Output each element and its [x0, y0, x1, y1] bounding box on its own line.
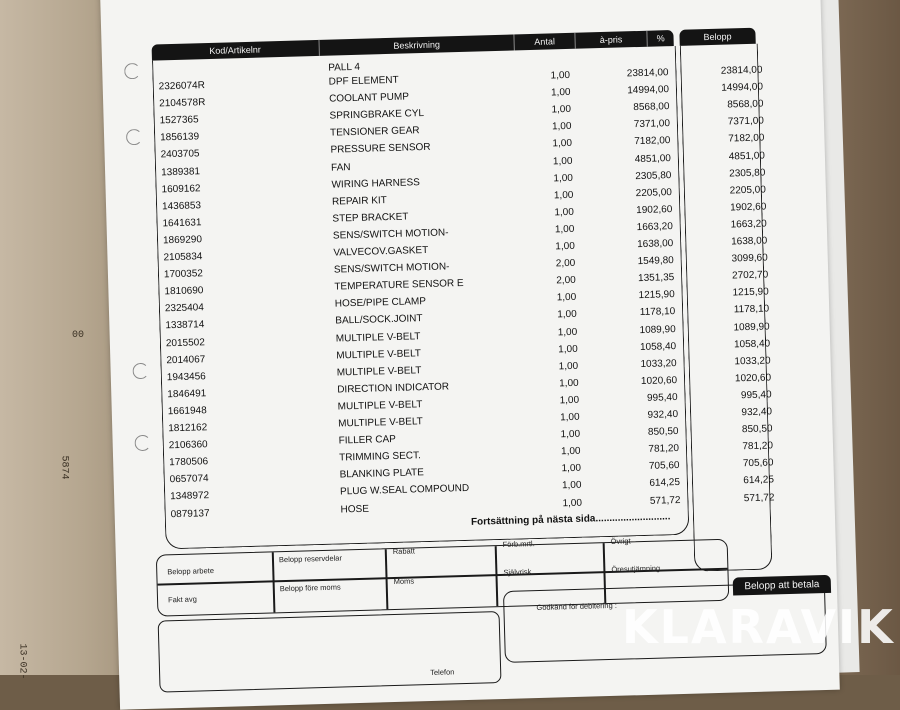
item-code: 2014067: [166, 353, 206, 366]
item-quantity: 1,00: [555, 240, 575, 253]
item-unit-price: 1033,20: [640, 357, 677, 370]
item-unit-price: 1638,00: [637, 238, 674, 251]
item-amount: 1638,00: [730, 235, 768, 248]
item-amount: 705,60: [742, 457, 774, 470]
item-code: 1869290: [162, 234, 203, 247]
watermark-logo: KLARAVIK: [622, 600, 895, 654]
item-description: STEP BRACKET: [332, 211, 409, 225]
item-unit-price: 8568,00: [633, 101, 670, 114]
item-unit-price: 1351,35: [637, 272, 675, 285]
item-amount: 2205,00: [729, 184, 766, 197]
item-description: COOLANT PUMP: [328, 91, 410, 105]
item-code: 1943456: [166, 370, 206, 383]
item-unit-price: 850,50: [647, 426, 679, 438]
item-quantity: 1,00: [550, 69, 571, 82]
item-amount: 1178,10: [733, 303, 770, 316]
item-description: VALVECOV.GASKET: [333, 244, 429, 259]
item-quantity: 1,00: [551, 121, 572, 133]
item-unit-price: 2305,80: [635, 169, 672, 182]
item-description: TRIMMING SECT.: [339, 450, 421, 464]
item-quantity: 1,00: [557, 326, 578, 338]
item-amount: 8568,00: [727, 98, 764, 111]
item-description: FAN: [330, 161, 351, 174]
item-description: BLANKING PLATE: [339, 467, 425, 481]
item-amount: 7182,00: [728, 132, 765, 145]
label-godkand: Godkänd för debitering :: [536, 600, 617, 613]
box-text-a: 00: [72, 330, 85, 341]
label-rabatt: Rabatt: [392, 546, 416, 557]
item-unit-price: 14994,00: [627, 84, 670, 97]
item-code: 1856139: [160, 131, 200, 144]
item-description: SENS/SWITCH MOTION-: [332, 227, 449, 242]
item-code: 2106360: [168, 439, 208, 452]
item-unit-price: 1902,60: [636, 203, 673, 216]
item-code: 1436853: [161, 199, 202, 213]
label-fakt-avg: Fakt avg: [167, 594, 197, 605]
label-forb-mtrl: Förb.mrtl.: [502, 539, 535, 549]
item-amount: 1663,20: [730, 218, 767, 231]
label-telefon: Telefon: [430, 667, 455, 678]
item-description: MULTIPLE V-BELT: [336, 347, 422, 362]
item-quantity: 1,00: [556, 292, 577, 304]
item-description: DIRECTION INDICATOR: [337, 381, 450, 396]
item-code: 1812162: [168, 422, 208, 435]
item-amount: 1033,20: [734, 355, 771, 368]
item-code: 1810690: [164, 285, 204, 298]
item-unit-price: 2205,00: [635, 186, 673, 199]
continuation-note: Fortsättning på nästa sida...........................: [470, 511, 671, 528]
item-description: SPRINGBRAKE CYL: [329, 108, 425, 122]
item-description: MULTIPLE V-BELT: [336, 364, 422, 379]
item-quantity: 1,00: [562, 497, 583, 509]
col-kod: Kod/Artikelnr: [152, 40, 320, 61]
item-unit-price: 1020,60: [640, 374, 678, 387]
item-quantity: 1,00: [552, 155, 573, 167]
col-beskrivning: Beskrivning: [319, 34, 515, 55]
item-amount: 614,25: [743, 474, 775, 487]
item-quantity: 1,00: [553, 172, 574, 185]
item-unit-price: 4851,00: [634, 152, 672, 165]
item-description: DPF ELEMENT: [328, 74, 399, 88]
totals-vline-3: [495, 546, 498, 606]
item-code: 1780506: [169, 456, 209, 469]
item-description: MULTIPLE V-BELT: [335, 330, 421, 345]
item-code: 2326074R: [158, 80, 206, 93]
label-oresutjamning: Öresutjämning: [611, 563, 661, 574]
item-unit-price: 614,25: [649, 477, 681, 490]
item-quantity: 2,00: [556, 275, 576, 287]
belopp-att-betala: Belopp att betala: [733, 575, 831, 596]
item-quantity: 1,00: [561, 463, 582, 475]
item-code: 1846491: [167, 387, 207, 401]
item-amount: 2702,70: [731, 269, 769, 282]
label-belopp-reservdelar: Belopp reservdelar: [278, 553, 343, 565]
col-belopp: Belopp: [679, 28, 755, 46]
item-amount: 23814,00: [720, 64, 763, 77]
item-unit-price: 995,40: [646, 391, 678, 404]
item-code: 1661948: [167, 405, 207, 418]
item-quantity: 1,00: [554, 206, 575, 219]
col-pct: %: [656, 33, 665, 44]
item-amount: 1020,60: [734, 372, 772, 385]
item-unit-price: 1178,10: [639, 306, 676, 319]
item-quantity: 1,00: [553, 189, 574, 202]
label-belopp-arbete: Belopp arbete: [167, 566, 215, 577]
item-amount: 1089,90: [733, 320, 770, 333]
item-amount: 781,20: [742, 440, 774, 453]
item-quantity: 1,00: [558, 343, 578, 355]
item-description: PRESSURE SENSOR: [330, 142, 431, 157]
item-description: FILLER CAP: [338, 434, 397, 447]
item-quantity: 1,00: [551, 104, 572, 116]
item-unit-price: 1215,90: [638, 289, 675, 302]
col-apris: à-pris: [575, 31, 648, 49]
item-description: MULTIPLE V-BELT: [338, 416, 423, 430]
item-unit-price: 571,72: [649, 494, 681, 507]
item-amount: 2305,80: [729, 167, 766, 180]
label-sjalvrisk: Självrisk: [503, 567, 532, 577]
item-unit-price: 932,40: [647, 409, 679, 421]
label-ovrigt: Övrigt: [610, 536, 631, 546]
item-code: 2104578R: [159, 97, 206, 110]
signature-box-left: [158, 611, 502, 693]
item-amount: 3099,60: [731, 252, 768, 265]
col-antal: Antal: [515, 33, 576, 51]
binder-hole-3: [132, 363, 148, 379]
item-unit-price: 1089,90: [639, 323, 676, 336]
box-text-c: 13-02-: [16, 643, 28, 680]
item-amount: 850,50: [741, 423, 773, 436]
item-unit-price: 23814,00: [626, 67, 669, 80]
item-description: WIRING HARNESS: [331, 176, 420, 191]
item-code: 1338714: [165, 319, 205, 332]
item-code: 1609162: [161, 182, 201, 195]
item-quantity: 1,00: [561, 480, 582, 492]
binder-hole-2: [126, 129, 142, 145]
item-amount: 1902,60: [730, 201, 767, 214]
item-quantity: 1,00: [559, 411, 580, 424]
item-amount: 4851,00: [728, 150, 766, 163]
item-description: HOSE/PIPE CLAMP: [334, 296, 427, 310]
item-unit-price: 1663,20: [636, 220, 673, 233]
item-quantity: 1,00: [557, 309, 577, 321]
item-quantity: 1,00: [560, 428, 581, 441]
item-unit-price: 705,60: [648, 460, 680, 473]
box-text-b: 5874: [58, 455, 70, 480]
item-quantity: 1,00: [550, 86, 571, 99]
label-moms: Moms: [393, 576, 415, 587]
item-description: HOSE: [340, 503, 370, 515]
item-code: 1527365: [159, 114, 199, 127]
item-description: SENS/SWITCH MOTION-: [333, 261, 450, 276]
item-code: 0657074: [169, 473, 209, 486]
item-unit-price: 1058,40: [639, 340, 677, 353]
item-code: 1641631: [162, 217, 202, 230]
item-description: TENSIONER GEAR: [329, 125, 420, 139]
item-amount: 7371,00: [727, 115, 765, 128]
item-amount: 1215,90: [732, 286, 769, 299]
item-quantity: 1,00: [559, 394, 580, 407]
item-unit-price: 1549,80: [637, 255, 674, 268]
item-quantity: 2,00: [555, 257, 576, 270]
item-quantity: 1,00: [559, 377, 579, 390]
item-description: BALL/SOCK.JOINT: [335, 313, 423, 327]
item-description: REPAIR KIT: [331, 194, 387, 208]
item-unit-price: 7182,00: [634, 135, 671, 148]
item-code: 2105834: [163, 251, 203, 264]
item-description: PLUG W.SEAL COMPOUND: [339, 483, 470, 498]
item-amount: 932,40: [741, 406, 773, 419]
totals-vline-2: [385, 549, 388, 609]
item-code: 2403705: [160, 148, 200, 161]
item-code: 2015502: [165, 336, 205, 349]
item-quantity: 1,00: [554, 223, 575, 236]
item-code: 1700352: [163, 268, 204, 281]
item-unit-price: 781,20: [648, 443, 680, 456]
item-quantity: 1,00: [558, 360, 579, 373]
totals-vline-1: [272, 552, 275, 612]
item-quantity: 1,00: [552, 138, 573, 150]
pall-label: PALL 4: [328, 61, 361, 74]
item-amount: 1058,40: [733, 338, 771, 351]
item-unit-price: 7371,00: [633, 118, 671, 131]
item-description: MULTIPLE V-BELT: [337, 399, 423, 413]
item-amount: 14994,00: [721, 81, 764, 94]
binder-hole-4: [134, 435, 150, 451]
item-code: 1389381: [160, 165, 201, 178]
item-code: 2325404: [164, 302, 205, 315]
binder-hole-1: [124, 63, 140, 79]
item-code: 0879137: [170, 507, 210, 520]
label-belopp-fore-moms: Belopp före moms: [279, 582, 341, 594]
item-amount: 571,72: [743, 491, 775, 504]
item-amount: 995,40: [740, 389, 772, 402]
item-description: TEMPERATURE SENSOR E: [334, 278, 464, 293]
item-quantity: 1,00: [560, 445, 581, 458]
item-code: 1348972: [170, 490, 210, 503]
